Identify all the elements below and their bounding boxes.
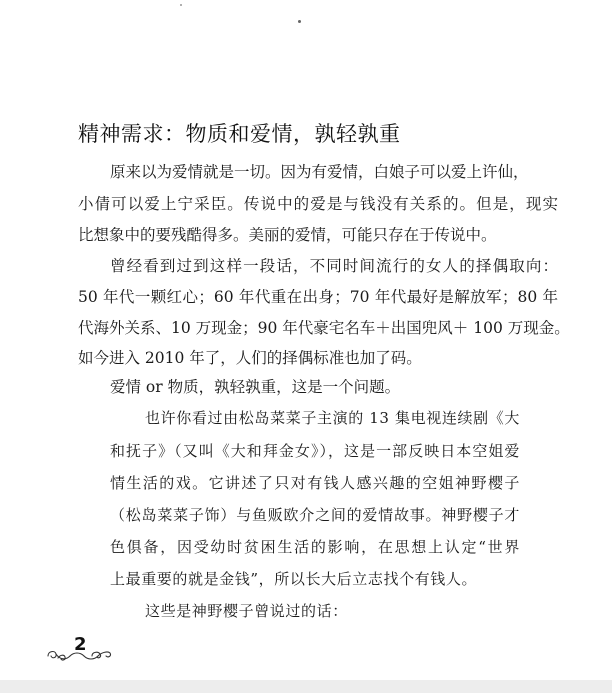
page-number: 2 bbox=[74, 634, 87, 655]
quote-line: 上最重要的就是金钱”，所以长大后立志找个有钱人。 bbox=[110, 570, 478, 588]
paragraph-line: 比想象中的要残酷得多。美丽的爱情，可能只存在于传说中。 bbox=[78, 226, 497, 244]
speck bbox=[180, 4, 182, 6]
paragraph-line: 小倩可以爱上宁采臣。传说中的爱是与钱没有关系的。但是，现实 bbox=[78, 195, 558, 213]
paragraph-line: 如今进入 2010 年了，人们的择偶标准也加了码。 bbox=[78, 349, 422, 367]
paragraph-line: 原来以为爱情就是一切。因为有爱情，白娘子可以爱上许仙， bbox=[110, 163, 529, 181]
quote-line: 情生活的戏。它讲述了只对有钱人感兴趣的空姐神野樱子 bbox=[110, 474, 520, 492]
section-heading: 精神需求：物质和爱情，孰轻孰重 bbox=[78, 122, 401, 146]
quote-line: 也许你看过由松岛菜菜子主演的 13 集电视连续剧《大 bbox=[145, 409, 520, 427]
paragraph-line: 代海外关系、10 万现金；90 年代豪宅名车＋出国兜风＋ 100 万现金。 bbox=[78, 319, 570, 337]
quote-line: 这些是神野樱子曾说过的话： bbox=[145, 602, 348, 620]
speck bbox=[298, 20, 301, 23]
paragraph-line: 50 年代一颗红心；60 年代重在出身；70 年代最好是解放军；80 年 bbox=[78, 288, 558, 306]
page-edge bbox=[0, 680, 612, 693]
quote-line: （松岛菜菜子饰）与鱼贩欧介之间的爱情故事。神野樱子才 bbox=[110, 506, 520, 524]
paragraph-line: 爱情 or 物质，孰轻孰重，这是一个问题。 bbox=[110, 378, 401, 396]
paragraph-line: 曾经看到过到这样一段话，不同时间流行的女人的择偶取向： bbox=[110, 257, 558, 275]
quote-line: 和抚子》（又叫《大和拜金女》），这是一部反映日本空姐爱 bbox=[110, 442, 520, 460]
quote-line: 色俱备，因受幼时贫困生活的影响，在思想上认定“世界 bbox=[110, 538, 520, 556]
